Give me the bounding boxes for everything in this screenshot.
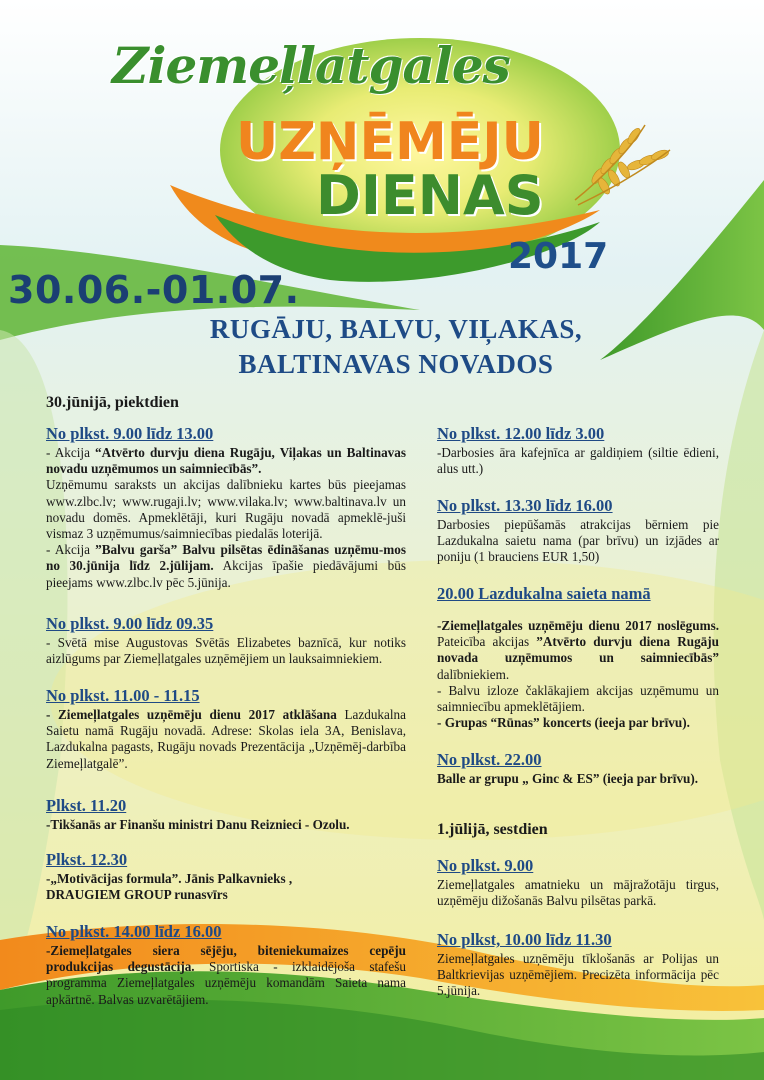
day2-heading: 1.jūlijā, sestdien [437, 821, 548, 838]
event-text: Ziemeļlatgales uzņēmēju tīklošanās ar Polijas un Baltkrievijas uzņēmējiem. Precizēta informācija pēc 5.jūnija. [437, 951, 719, 999]
event-block [46, 850, 406, 903]
region-line1: RUGĀJU, BALVU, VIĻAKAS, [209, 314, 583, 344]
event-text: -Ziemeļlatgales uzņēmēju dienu 2017 noslēgums. Pateicība akcijas ”Atvērto durvju diena Rugāju novada uzņēmumos un saimniecībās” dalībniekiem. [437, 618, 719, 682]
event-text: Balle ar grupu „ Ginc & ES” (ieeja par brīvu). [437, 771, 699, 786]
day1-heading: 30.jūnijā, piektdien [46, 394, 179, 411]
event-block [437, 856, 719, 909]
event-time: No plkst. 12.00 līdz 3.00 [437, 424, 605, 443]
event-text: -Tikšanās ar Finanšu ministri Danu Reiznieci - Ozolu. [46, 817, 350, 832]
logo-title-line2: UZŅĒMĒJU [236, 112, 544, 172]
event-block [46, 922, 406, 1008]
logo-title-line3: DIENAS [316, 164, 544, 227]
event-text: Uzņēmumu saraksts un akcijas dalībnieku kartes būs pieejamas www.zlbc.lv; www.rugaji.lv; www.vilaka.lv; www.baltinava.lv un novadu domēs. Apmeklētāji, kuri Rugāju novadā apmeklē-juši vismaz 3 uzņēmumus/saimniecības piedalās loterijā. [46, 477, 406, 542]
event-time: No plkst. 13.30 līdz 16.00 [437, 496, 613, 515]
event-time: No plkst. 9.00 līdz 13.00 [46, 424, 214, 443]
event-block [437, 496, 719, 566]
event-time: No plkst. 22.00 [437, 750, 542, 769]
event-time: No plkst. 9.00 [437, 856, 534, 875]
event-text: -Darbosies āra kafejnīca ar galdiņiem (siltie ēdieni, alus utt.) [437, 445, 719, 477]
event-time: Plkst. 11.20 [46, 796, 127, 815]
event-text: DRAUGIEM GROUP runasvīrs [46, 887, 228, 903]
event-text: - Ziemeļlatgales uzņēmēju dienu 2017 atklāšana Lazdukalna Saietu namā Rugāju novadā. Adrese: Skolas iela 3A, Benislava, Lazdukalna pagasts, Rugāju novads Prezentācija „Uzņēmēj-darbība Ziemeļlatgalē”. [46, 707, 406, 771]
event-text: -Ziemeļlatgales siera sējēju, biteniekumaizes cepēju produkcijas degustācija. Sportiska - izklaidējoša stafešu programma Ziemeļlatgales uzņēmēju komandām Saieta nama apkārtnē. Balvas uzvarētājiem. [46, 943, 406, 1007]
logo-year: 2017 [508, 236, 609, 277]
event-time: No plkst. 14.00 līdz 16.00 [46, 922, 222, 941]
event-time: Plkst. 12.30 [46, 850, 128, 869]
event-block [46, 424, 406, 591]
event-text: Darbosies piepūšamās atrakcijas bērniem pie Lazdukalna saietu nama (par brīvu) un izjādes ar poniju (1 brauciens EUR 1,50) [437, 517, 719, 565]
event-block [437, 584, 719, 731]
region-line2: BALTINAVAS NOVADOS [238, 349, 554, 379]
event-block [46, 796, 406, 833]
event-dates: 30.06.-01.07. [8, 268, 300, 312]
event-text: - Svētā mise Augustovas Svētās Elizabetes baznīcā, kur notiks aizlūgums par Ziemeļlatgales uzņēmējiem un lauksaimniekiem. [46, 635, 406, 667]
event-text: - Akcija “Atvērto durvju diena Rugāju, Viļakas un Baltinavas novadu uzņēmumos un saimniecībās”. [46, 445, 406, 477]
event-text: - Grupas “Rūnas” koncerts (ieeja par brīvu). [437, 715, 690, 731]
logo-title-line1: Ziemeļlatgales [112, 36, 510, 95]
event-text: - Akcija ”Balvu garša” Balvu pilsētas ēdināšanas uzņēmu-mos no 30.jūnija līdz 2.jūlijam. Akcijas īpašie piedāvājumi būs pieejams www.zlbc.lv pēc 5.jūnija. [46, 542, 406, 590]
event-block [437, 750, 719, 787]
event-text: - Balvu izloze čaklākajiem akcijas uzņēmumu un saimniecību apmeklētājiem. [437, 682, 719, 715]
event-time: No plkst. 11.00 - 11.15 [46, 686, 200, 705]
event-block [46, 614, 406, 667]
event-block [437, 930, 719, 1000]
event-block [437, 424, 719, 477]
event-time: No plkst. 9.00 līdz 09.35 [46, 614, 214, 633]
event-block [46, 686, 406, 772]
event-time: 20.00 Lazdukalna saieta namā [437, 584, 651, 603]
event-time: No plkst, 10.00 līdz 11.30 [437, 930, 612, 949]
event-text: -„Motivācijas formula”. Jānis Palkavnieks , [46, 871, 293, 886]
event-text: Ziemeļlatgales amatnieku un mājražotāju tirgus, uzņēmēju dižošanās Balvu pilsētas parkā. [437, 877, 719, 909]
